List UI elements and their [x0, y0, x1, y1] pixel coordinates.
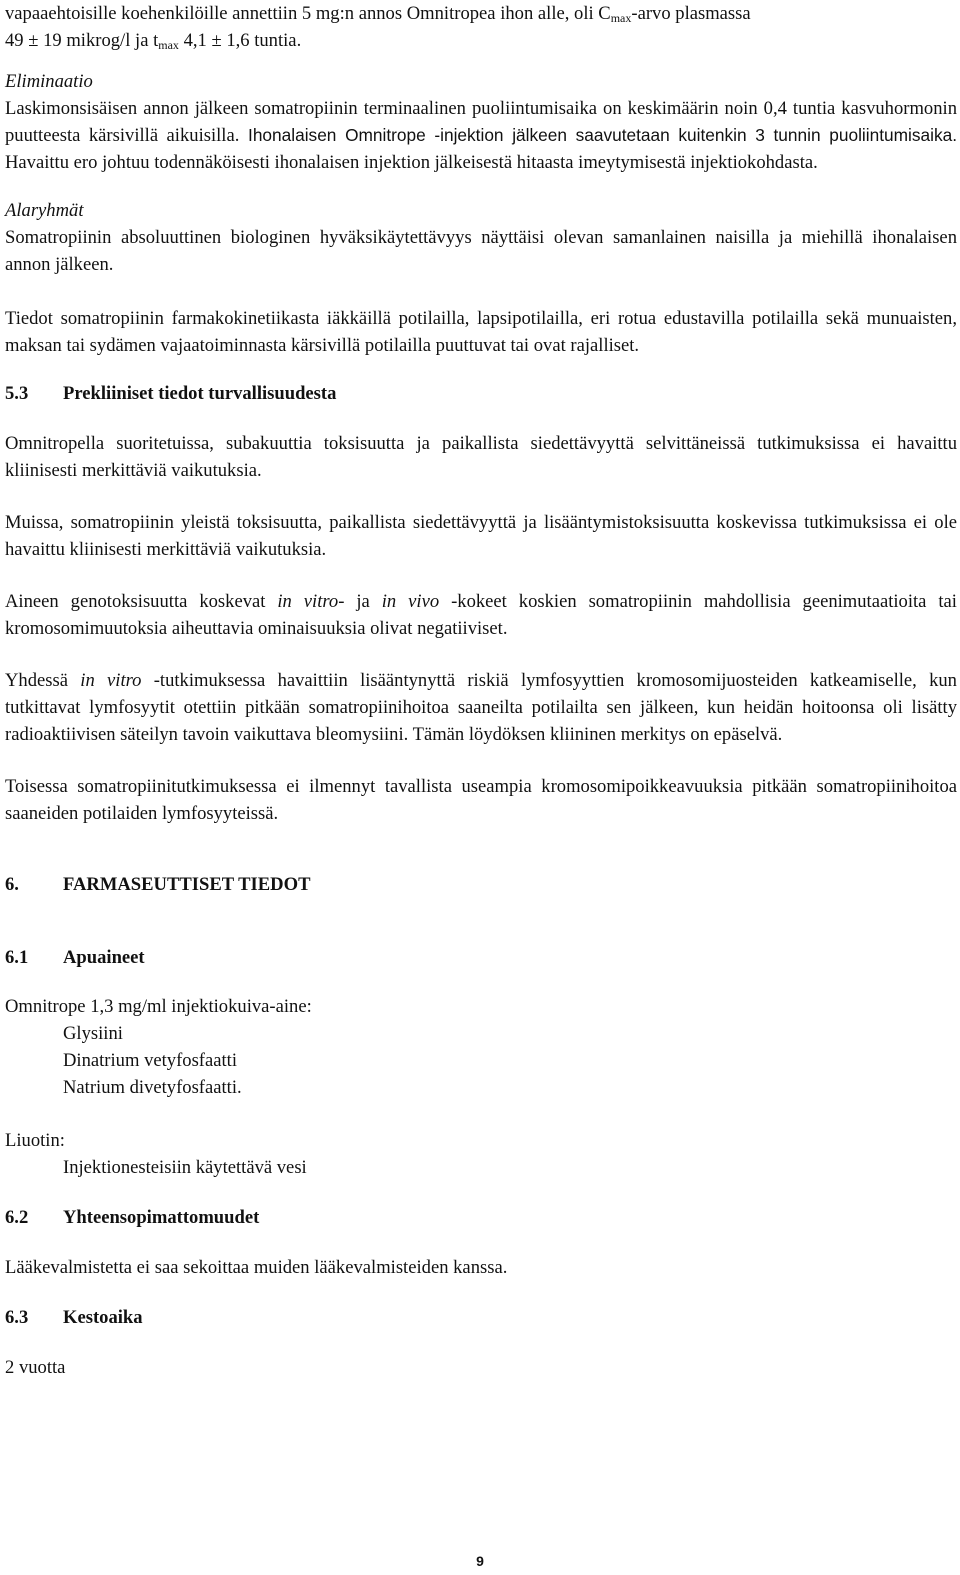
section-5-3-heading: 5.3 Prekliiniset tiedot turvallisuudesta [5, 383, 337, 404]
section-6-1-heading: 6.1 Apuaineet [5, 947, 145, 968]
section-6-heading: 6. FARMASEUTTISET TIEDOT [5, 874, 311, 895]
solvent-label: Liuotin: [5, 1130, 65, 1151]
pk-paragraph [5, 0, 957, 54]
excipient-item: Dinatrium vetyfosfaatti [63, 1050, 238, 1071]
subgroups-paragraph: Somatropiinin absoluuttinen biologinen hyväksikäytettävyys näyttäisi olevan samanlainen naisilla ja miehillä ihonalaisen annon jälkeen. [5, 227, 957, 275]
elimination-paragraph: Laskimonsisäisen annon jälkeen somatropiinin terminaalinen puoliintumisaika on keskimäärin noin 0,4 tuntia kasvuhormonin puutteesta kärsivillä aikuisilla. Ihonalaisen Omnitrope -injektion jälkeen saavutetaan kuitenkin 3 tunnin puoliintumisaika. Havaittu ero johtuu todennäköisesti ihonalaisen injektion jälkeisestä hitaasta imeytymisestä injektiokohdasta. [5, 98, 957, 173]
limited-data-paragraph: Tiedot somatropiinin farmakokinetiikasta iäkkäillä potilailla, lapsipotilailla, eri rotua edustavilla potilailla sekä munuaisten, maksan tai sydämen vajaatoiminnasta kärsivillä potilailla puuttuvat tai ovat rajalliset. [5, 308, 957, 356]
excipients-intro: Omnitrope 1,3 mg/ml injektiokuiva-aine: [5, 996, 312, 1017]
preclinical-paragraph-2: Muissa, somatropiinin yleistä toksisuutta, paikallista siedettävyyttä ja lisääntymistoksisuutta koskevissa tutkimuksissa ei ole havaittu kliinisesti merkittäviä vaikutuksia. [5, 512, 957, 560]
preclinical-paragraph-3: Aineen genotoksisuutta koskevat in vitro- ja in vivo -kokeet koskien somatropiinin mahdollisia geenimutaatioita tai kromosomimuutoksia aiheuttavia ominaisuuksia olivat negatiiviset. [5, 591, 957, 639]
preclinical-paragraph-4: Yhdessä in vitro -tutkimuksessa havaittiin lisääntynyttä riskiä lymfosyyttien kromosomijuosteiden katkeamiselle, kun tutkittavat lymfosyytit otettiin pitkään somatropiinihoitoa saaneilta potilailta sen jälkeen, kun heidän hoitoonsa oli lisätty radioaktiivisen säteilyn tavoin vaikuttava bleomysiini. Tämän löydöksen kliininen merkitys on epäselvä. [5, 670, 957, 745]
excipient-item: Natrium divetyfosfaatti. [63, 1077, 242, 1098]
elimination-heading: Eliminaatio [5, 71, 93, 92]
shelf-life-text: 2 vuotta [5, 1357, 66, 1378]
solvent-item: Injektionesteisiin käytettävä vesi [63, 1157, 307, 1178]
preclinical-paragraph-5: Toisessa somatropiinitutkimuksessa ei ilmennyt tavallista useampia kromosomipoikkeavuuksia pitkään somatropiinihoitoa saaneiden potilaiden lymfosyyteissä. [5, 776, 957, 824]
excipient-item: Glysiini [63, 1023, 123, 1044]
incompatibilities-text: Lääkevalmistetta ei saa sekoittaa muiden lääkevalmisteiden kanssa. [5, 1257, 508, 1278]
section-6-2-heading: 6.2 Yhteensopimattomuudet [5, 1207, 260, 1228]
subgroups-heading: Alaryhmät [5, 200, 84, 221]
pk-line-1: vapaaehtoisille koehenkilöille annettiin 5 mg:n annos Omnitropea ihon alle, oli $C_{max}$-arvo plasmassa [5, 3, 751, 25]
pk-line-2: 49 ± 19 mikrog/l ja $t_{max}$ 4,1 ± 1,6 tuntia. [5, 30, 302, 52]
document-page [5, 0, 957, 1381]
page-number: 9 [476, 1553, 484, 1569]
preclinical-paragraph-1: Omnitropella suoritetuissa, subakuuttia toksisuutta ja paikallista siedettävyyttä selvittäneissä tutkimuksissa ei havaittu kliinisesti merkittäviä vaikutuksia. [5, 433, 957, 481]
section-6-3-heading: 6.3 Kestoaika [5, 1307, 143, 1328]
